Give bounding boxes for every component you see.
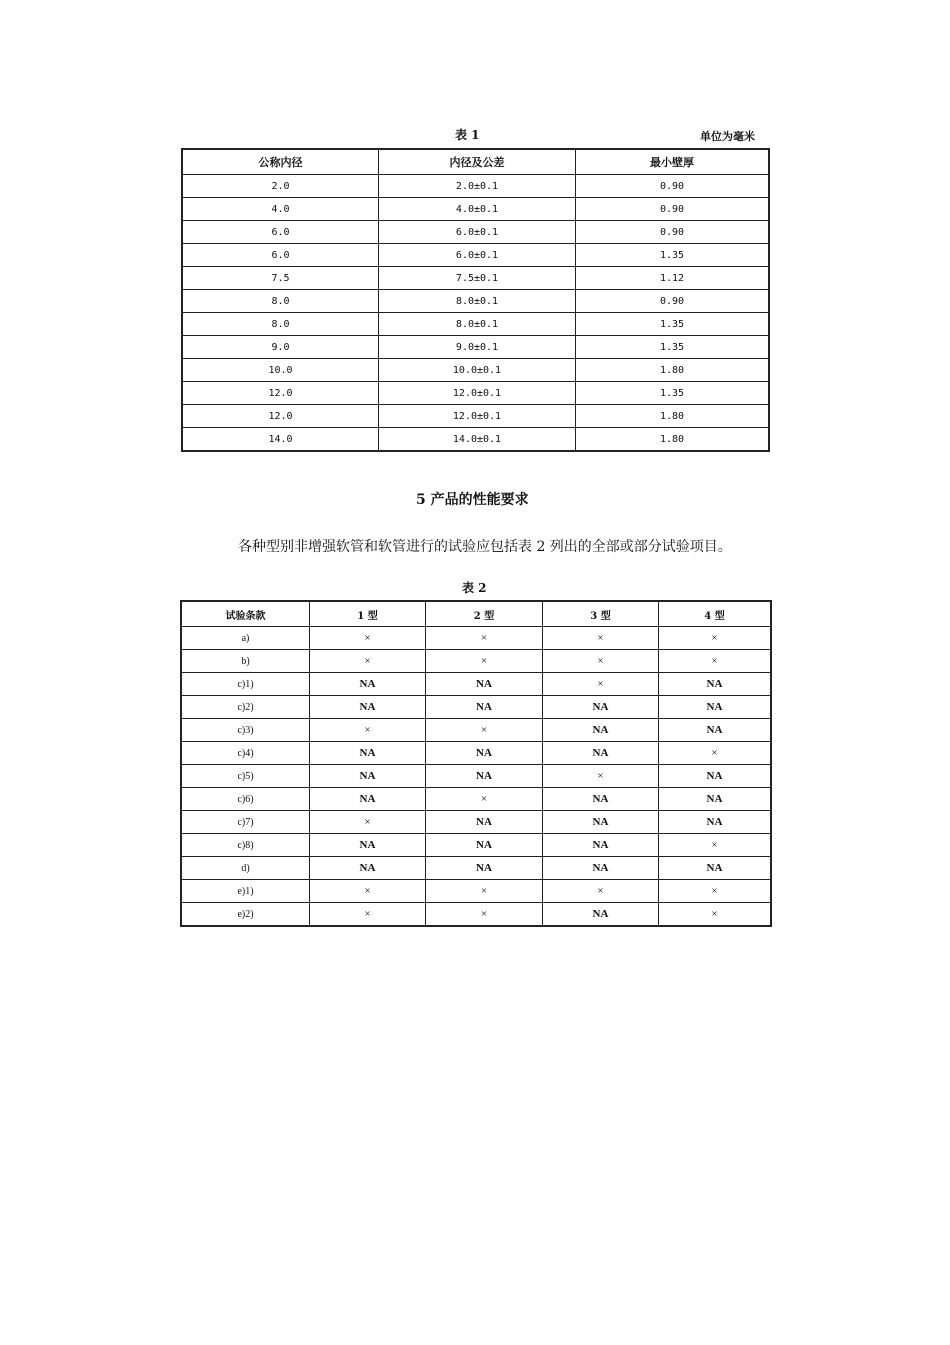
nominal-diameter-cell: 6.0 [182,244,379,267]
section-heading: 5 产品的性能要求 [416,492,529,508]
type3-cell: × [543,765,659,788]
table-row [181,903,771,927]
min-wall-thickness-cell: 0.90 [576,290,770,313]
type3-cell: × [543,673,659,696]
clause-cell: c)8) [181,834,310,857]
clause-cell: b) [181,650,310,673]
type3-cell: × [543,880,659,903]
nominal-diameter-cell: 10.0 [182,359,379,382]
type2-cell: × [426,627,543,650]
clause-cell: c)3) [181,719,310,742]
clause-cell: a) [181,627,310,650]
type4-cell: NA [659,696,772,719]
table2-header-row [181,601,771,627]
type1-cell: × [310,903,426,927]
type2-cell: × [426,719,543,742]
table2-title: 表 2 [462,581,487,595]
table2 [180,600,772,927]
table1-title: 表 1 [455,128,480,142]
type2-cell: NA [426,857,543,880]
type2-cell: NA [426,696,543,719]
type3-cell: NA [543,719,659,742]
min-wall-thickness-cell: 0.90 [576,221,770,244]
diameter-tolerance-cell: 8.0±0.1 [379,313,576,336]
table-row [181,627,771,650]
type1-cell: × [310,880,426,903]
type3-cell: NA [543,742,659,765]
type4-cell: × [659,742,772,765]
min-wall-thickness-cell: 0.90 [576,175,770,198]
min-wall-thickness-cell: 1.35 [576,336,770,359]
table-row [181,880,771,903]
min-wall-thickness-cell: 1.35 [576,244,770,267]
clause-cell: c)6) [181,788,310,811]
table-row [182,336,769,359]
table-row [181,811,771,834]
table-row [182,313,769,336]
diameter-tolerance-cell: 14.0±0.1 [379,428,576,452]
nominal-diameter-cell: 6.0 [182,221,379,244]
clause-cell: c)1) [181,673,310,696]
type3-cell: NA [543,696,659,719]
type1-cell: × [310,650,426,673]
table-row [181,650,771,673]
nominal-diameter-cell: 12.0 [182,382,379,405]
type2-cell: NA [426,834,543,857]
type1-cell: × [310,627,426,650]
type1-cell: NA [310,696,426,719]
nominal-diameter-cell: 14.0 [182,428,379,452]
table2-header-type2: 2 型 [426,601,543,627]
type4-cell: × [659,903,772,927]
table1-header-row [182,149,769,175]
table-row [182,267,769,290]
type3-cell: NA [543,903,659,927]
type2-cell: NA [426,811,543,834]
type4-cell: NA [659,673,772,696]
type4-cell: NA [659,788,772,811]
table-row [182,175,769,198]
table-row [182,359,769,382]
table-row [182,244,769,267]
table1-header-diameter-tolerance: 内径及公差 [379,149,576,175]
type3-cell: × [543,650,659,673]
clause-cell: c)2) [181,696,310,719]
type3-cell: NA [543,811,659,834]
diameter-tolerance-cell: 6.0±0.1 [379,221,576,244]
type2-cell: × [426,650,543,673]
table1 [181,148,770,452]
table-row [182,290,769,313]
clause-cell: c)5) [181,765,310,788]
clause-cell: c)4) [181,742,310,765]
type2-cell: × [426,880,543,903]
table-row [182,221,769,244]
nominal-diameter-cell: 8.0 [182,313,379,336]
nominal-diameter-cell: 8.0 [182,290,379,313]
type2-cell: NA [426,742,543,765]
table-row [181,765,771,788]
diameter-tolerance-cell: 8.0±0.1 [379,290,576,313]
table-row [181,742,771,765]
table1-header-min-wall-thickness: 最小壁厚 [576,149,770,175]
type2-cell: NA [426,765,543,788]
type4-cell: × [659,650,772,673]
table2-header-type4: 4 型 [659,601,772,627]
table1-header-nominal-diameter: 公称内径 [182,149,379,175]
min-wall-thickness-cell: 1.35 [576,382,770,405]
type1-cell: × [310,719,426,742]
type1-cell: NA [310,834,426,857]
diameter-tolerance-cell: 4.0±0.1 [379,198,576,221]
table-row [181,673,771,696]
clause-cell: e)1) [181,880,310,903]
min-wall-thickness-cell: 1.80 [576,359,770,382]
type1-cell: NA [310,742,426,765]
table2-header-clause: 试验条款 [181,601,310,627]
table2-header-type1: 1 型 [310,601,426,627]
type2-cell: × [426,903,543,927]
nominal-diameter-cell: 2.0 [182,175,379,198]
table-row [181,788,771,811]
table-row [182,198,769,221]
nominal-diameter-cell: 7.5 [182,267,379,290]
type1-cell: × [310,811,426,834]
table2-body [181,627,771,927]
clause-cell: d) [181,857,310,880]
diameter-tolerance-cell: 7.5±0.1 [379,267,576,290]
table1-unit-note: 单位为毫米 [700,130,755,143]
min-wall-thickness-cell: 1.80 [576,428,770,452]
table-row [181,834,771,857]
table-row [182,428,769,452]
diameter-tolerance-cell: 12.0±0.1 [379,405,576,428]
min-wall-thickness-cell: 1.35 [576,313,770,336]
type4-cell: NA [659,811,772,834]
type4-cell: × [659,880,772,903]
type3-cell: NA [543,834,659,857]
type1-cell: NA [310,857,426,880]
section-paragraph: 各种型别非增强软管和软管进行的试验应包括表 2 列出的全部或部分试验项目。 [238,539,732,555]
diameter-tolerance-cell: 10.0±0.1 [379,359,576,382]
diameter-tolerance-cell: 2.0±0.1 [379,175,576,198]
type4-cell: × [659,834,772,857]
type1-cell: NA [310,673,426,696]
type4-cell: NA [659,719,772,742]
table2-header-type3: 3 型 [543,601,659,627]
clause-cell: e)2) [181,903,310,927]
type3-cell: NA [543,788,659,811]
nominal-diameter-cell: 4.0 [182,198,379,221]
min-wall-thickness-cell: 1.12 [576,267,770,290]
table-row [182,382,769,405]
table-row [181,696,771,719]
nominal-diameter-cell: 9.0 [182,336,379,359]
type2-cell: NA [426,673,543,696]
table1-body [182,175,769,452]
diameter-tolerance-cell: 12.0±0.1 [379,382,576,405]
min-wall-thickness-cell: 1.80 [576,405,770,428]
table-row [181,719,771,742]
table-row [181,857,771,880]
type4-cell: NA [659,857,772,880]
type4-cell: NA [659,765,772,788]
min-wall-thickness-cell: 0.90 [576,198,770,221]
type4-cell: × [659,627,772,650]
clause-cell: c)7) [181,811,310,834]
nominal-diameter-cell: 12.0 [182,405,379,428]
type1-cell: NA [310,788,426,811]
type3-cell: × [543,627,659,650]
type1-cell: NA [310,765,426,788]
type2-cell: × [426,788,543,811]
table-row [182,405,769,428]
diameter-tolerance-cell: 6.0±0.1 [379,244,576,267]
diameter-tolerance-cell: 9.0±0.1 [379,336,576,359]
type3-cell: NA [543,857,659,880]
